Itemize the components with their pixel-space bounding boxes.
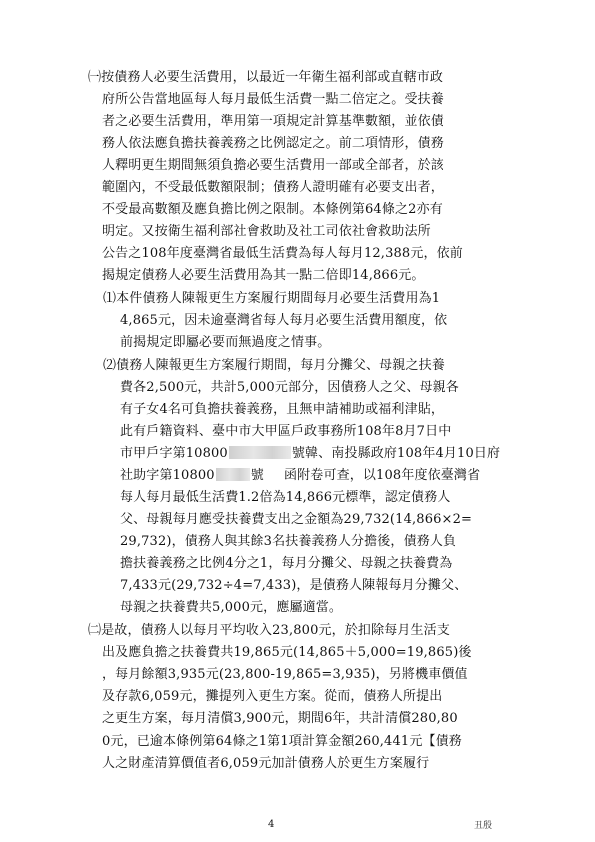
page-number: 4 [268,819,275,830]
text-line: ㈠按債務人必要生活費用，以最近一年衛生福利部或直轄市政 [88,70,444,85]
text-line: ⑴本件債務人陳報更生方案履行期間每月必要生活費用為1 [103,291,441,306]
text-line: 人釋明更生期間無須負擔必要生活費用一部或全部者，於該 [102,158,444,173]
text-line: ㈡是故，債務人以每月平均收入23,800元，於扣除每月生活支 [88,623,450,638]
text-line: 揭規定債務人必要生活費用為其一點二倍即14,866元。 [102,268,425,283]
text-line: 明定。又按衛生福利部社會救助及社工司依社會救助法所 [102,224,431,239]
text-line: 母親之扶養費共5,000元，應屬適當。 [120,600,343,615]
text-line-redacted [120,443,500,465]
text-line: 不受最高數額及應負擔比例之限制。本條例第64條之2亦有 [102,202,443,217]
text-line: 7,433元(29,732÷4=7,433)，是債務人陳報每月分攤父、 [120,578,468,593]
redaction-block [229,446,291,459]
text-line: 父、母親每月應受扶養費支出之金額為29,732(14,866×2= [120,512,473,527]
text-line: 每人每月最低生活費1.2倍為14,866元標準，認定債務人 [120,490,451,505]
text-line: 費各2,500元，共計5,000元部分，因債務人之父、母親各 [120,380,459,395]
text-line-redacted [120,465,264,487]
text-line: 擔扶養義務之比例4分之1，每月分攤父、母親之扶養費為 [120,556,453,571]
text-line: 此有戶籍資料、臺中市大甲區戶政事務所108年8月7日中 [120,424,452,439]
redaction-block [216,468,250,481]
text-line: 函附卷可查，以108年度依臺灣省 [284,468,481,483]
text-line: 人之財產清算價值者6,059元加計債務人於更生方案履行 [102,756,430,771]
text-line: 前揭規定即屬必要而無過度之情事。 [120,335,331,350]
text-line: 出及應負擔之扶養費共19,865元(14,865＋5,000=19,865)後 [102,645,472,660]
text-line: 之更生方案，每月清償3,900元，期間6年，共計清償280,80 [102,711,458,726]
text-line: 有子女4名可負擔扶養義務，且無申請補助或福利津貼， [120,402,445,417]
footer-mark: 丑殷 [474,821,493,831]
text-segment: 號韓、南投縣政府108年4月10日府 [291,446,501,461]
text-line: 及存款6,059元，攤提列入更生方案。從而，債務人所提出 [102,689,443,704]
text-line: 務人依法應負擔扶養義務之比例認定之。前二項情形，債務 [102,136,444,151]
text-segment: 號 [250,468,264,483]
text-line: 0元，已逾本條例第64條之1第1項計算金額260,441元【債務 [102,734,462,749]
text-segment: 社助字第10800 [120,468,215,483]
text-line: 4,865元，因未逾臺灣省每人每月必要生活費用額度，依 [120,313,448,328]
text-segment: 市甲戶字第10800 [120,446,228,461]
text-line: ，每月餘額3,935元(23,800-19,865=3,935)，另將機車價值 [102,667,468,682]
text-line: ⑵債務人陳報更生方案履行期間，每月分攤父、母親之扶養 [103,358,445,373]
text-line: 府所公告當地區每人每月最低生活費一點二倍定之。受扶養 [102,92,444,107]
text-line: 29,732)，債務人與其餘3名扶養義務人分擔後，債務人負 [120,534,457,549]
text-line: 者之必要生活費用，準用第一項規定計算基準數額，並依債 [102,114,444,129]
text-line: 公告之108年度臺灣省最低生活費為每人每月12,388元，依前 [102,246,463,261]
text-line: 範圍內，不受最低數額限制；債務人證明確有必要支出者， [102,180,444,195]
